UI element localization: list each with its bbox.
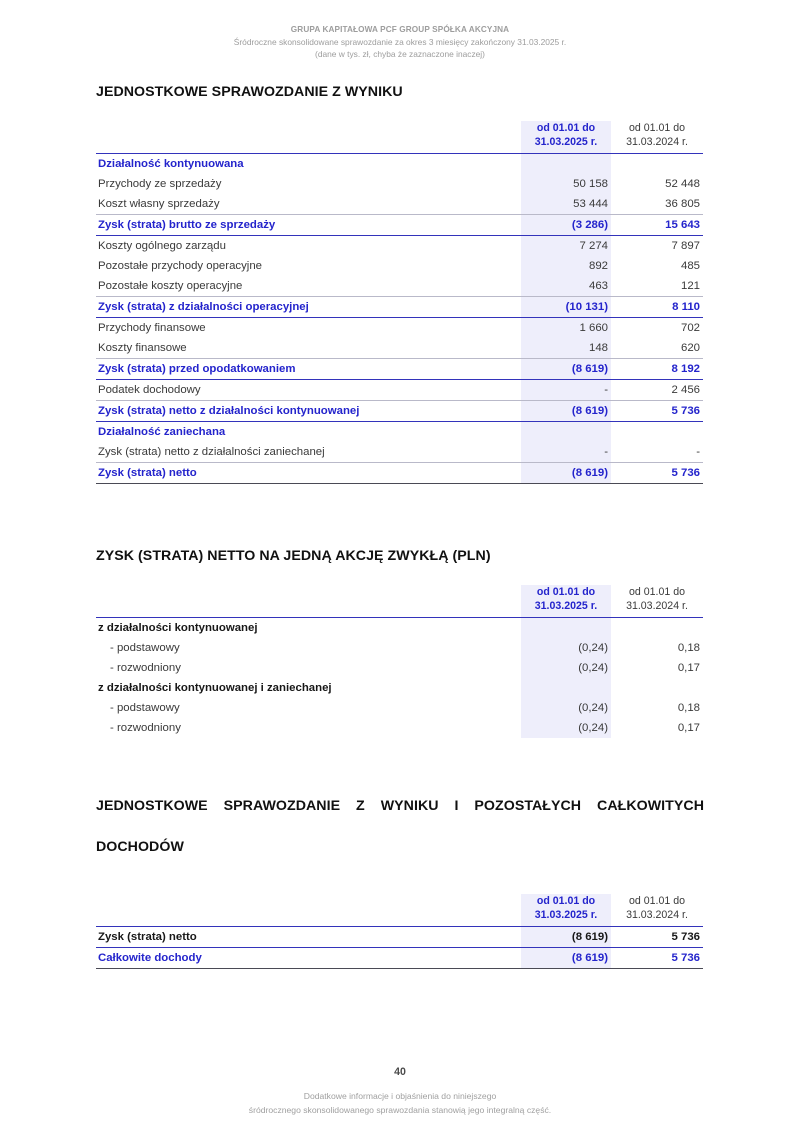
row-value-previous: 7 897 (671, 240, 700, 253)
header-blank-cell (96, 585, 521, 618)
header-blank-cell (96, 894, 521, 927)
comprehensive-income-header (96, 894, 703, 927)
row-label: - rozwodniony (110, 721, 181, 734)
comprehensive-income-body (96, 926, 703, 968)
row-value-previous: 52 448 (665, 178, 700, 191)
header-blank-cell (96, 121, 521, 154)
header-current-line1: od 01.01 do (536, 585, 596, 598)
header-previous-period (611, 585, 703, 618)
row-label: - podstawowy (110, 701, 180, 714)
income-statement-table (96, 121, 703, 484)
row-label: Zysk (strata) netto (96, 463, 521, 484)
header-current-line2: 31.03.2025 r. (534, 136, 598, 149)
row-label: Działalność zaniechana (98, 426, 226, 439)
section2-title: ZYSK (STRATA) NETTO NA JEDNĄ AKCJĘ ZWYKŁĄ (PLN) (96, 548, 491, 565)
row-value-current: (0,24) (521, 638, 611, 658)
table-row (96, 276, 703, 297)
table-row (96, 658, 703, 678)
company-name: GRUPA KAPITAŁOWA PCF GROUP SPÓŁKA AKCYJNA (290, 25, 510, 34)
row-value-previous (611, 678, 703, 698)
row-label: Pozostałe przychody operacyjne (98, 260, 262, 273)
table-row (96, 215, 703, 236)
row-value-previous: 620 (611, 338, 703, 359)
row-label: z działalności kontynuowanej (96, 617, 521, 638)
row-value-current: (8 619) (521, 947, 611, 968)
row-value-current: (0,24) (521, 698, 611, 718)
table-row (96, 154, 703, 175)
table-row (96, 359, 703, 380)
row-value-current (521, 154, 611, 175)
row-label: Podatek dochodowy (96, 380, 521, 401)
row-label: - rozwodniony (110, 661, 181, 674)
table-row (96, 401, 703, 422)
document-running-header (0, 0, 800, 60)
row-value-current: 50 158 (521, 174, 611, 194)
row-value-current: 148 (521, 338, 611, 359)
table-row (96, 236, 703, 257)
eps-table (96, 585, 703, 738)
row-label: - podstawowy (110, 641, 180, 654)
row-value-current: (10 131) (521, 297, 611, 318)
row-value-previous: 36 805 (611, 194, 703, 215)
row-value-previous: 5 736 (611, 401, 703, 422)
table-row (96, 617, 703, 638)
comprehensive-income-table (96, 894, 703, 969)
table-row (96, 698, 703, 718)
row-label: Przychody ze sprzedaży (98, 178, 222, 191)
row-label: Całkowite dochody (96, 947, 521, 968)
row-value-current: (3 286) (521, 215, 611, 236)
header-previous-line2: 31.03.2024 r. (626, 136, 688, 149)
row-value-previous: 702 (680, 322, 700, 335)
section3-title (96, 796, 704, 858)
row-value-current: (8 619) (521, 401, 611, 422)
row-value-current: (0,24) (521, 658, 611, 678)
row-value-previous (611, 154, 703, 175)
row-value-previous: 5 736 (611, 463, 703, 484)
row-value-previous: 5 736 (611, 926, 703, 947)
table-row (96, 256, 703, 276)
header-previous-line2: 31.03.2024 r. (626, 600, 688, 613)
section1-title: JEDNOSTKOWE SPRAWOZDANIE Z WYNIKU (96, 84, 403, 101)
row-value-current: 7 274 (521, 236, 611, 257)
row-value-previous: 485 (680, 260, 700, 273)
page-number: 40 (394, 1066, 406, 1079)
header-previous-period (611, 121, 703, 154)
header-previous-line2: 31.03.2024 r. (626, 909, 688, 922)
table-row (96, 297, 703, 318)
row-label: Zysk (strata) z działalności operacyjnej (96, 297, 521, 318)
row-label: Zysk (strata) netto z działalności kontynuowanej (96, 401, 521, 422)
eps-body (96, 617, 703, 738)
section3-title-line2: DOCHODÓW (96, 839, 184, 856)
header-previous-period (611, 894, 703, 927)
header-current-period (521, 121, 611, 154)
table-row (96, 678, 703, 698)
footer-note-line1: Dodatkowe informacje i objaśnienia do niniejszego (303, 1091, 497, 1102)
row-value-current (521, 617, 611, 638)
report-units-note: (dane w tys. zł, chyba że zaznaczone inaczej) (315, 49, 485, 60)
row-label: Zysk (strata) przed opodatkowaniem (96, 359, 521, 380)
row-label: Koszt własny sprzedaży (96, 194, 521, 215)
row-value-previous: 0,18 (677, 701, 700, 714)
row-label: Zysk (strata) netto (96, 926, 521, 947)
income-statement-header (96, 121, 703, 154)
row-label: z działalności kontynuowanej i zaniechanej (98, 681, 332, 694)
row-value-current: 1 660 (521, 318, 611, 339)
row-value-previous: 0,17 (677, 721, 700, 734)
table-row (96, 463, 703, 484)
table-row (96, 638, 703, 658)
header-current-period (521, 585, 611, 618)
table-row (96, 947, 703, 968)
income-statement-body (96, 154, 703, 484)
row-value-previous: 8 110 (611, 297, 703, 318)
table-row (96, 174, 703, 194)
row-value-current: - (521, 380, 611, 401)
row-label: Zysk (strata) brutto ze sprzedaży (96, 215, 521, 236)
header-current-line1: od 01.01 do (536, 894, 596, 907)
header-current-line2: 31.03.2025 r. (534, 909, 598, 922)
row-label: Koszty ogólnego zarządu (98, 240, 226, 253)
row-value-previous (611, 617, 703, 638)
row-value-previous: 8 192 (611, 359, 703, 380)
header-previous-line1: od 01.01 do (629, 894, 685, 907)
table-row (96, 718, 703, 738)
row-value-current: 53 444 (521, 194, 611, 215)
row-value-current: 892 (521, 256, 611, 276)
row-label: Przychody finansowe (98, 322, 206, 335)
row-value-current: (8 619) (521, 463, 611, 484)
document-footer (0, 1066, 800, 1117)
table-row (96, 338, 703, 359)
row-value-current: - (521, 442, 611, 463)
report-subtitle: Śródroczne skonsolidowane sprawozdanie za okres 3 miesięcy zakończony 31.03.2025 r. (233, 36, 567, 47)
table-row (96, 318, 703, 339)
table-row (96, 380, 703, 401)
row-label: Zysk (strata) netto z działalności zaniechanej (96, 442, 521, 463)
row-value-previous: 2 456 (611, 380, 703, 401)
row-value-previous: 121 (611, 276, 703, 297)
row-value-previous: - (611, 442, 703, 463)
row-value-current (521, 678, 611, 698)
table-row (96, 442, 703, 463)
row-value-current: (0,24) (521, 718, 611, 738)
row-label: Pozostałe koszty operacyjne (96, 276, 521, 297)
footer-note-line2: śródrocznego skonsolidowanego sprawozdania stanowią jego integralną część. (248, 1104, 552, 1115)
table-row (96, 926, 703, 947)
row-label: Koszty finansowe (96, 338, 521, 359)
row-value-previous: 0,18 (677, 641, 700, 654)
row-label: Działalność kontynuowana (96, 154, 521, 175)
row-value-previous: 5 736 (611, 947, 703, 968)
row-value-previous: 15 643 (611, 215, 703, 236)
eps-header (96, 585, 703, 618)
header-current-line2: 31.03.2025 r. (534, 600, 598, 613)
header-previous-line1: od 01.01 do (629, 585, 685, 598)
table-row (96, 194, 703, 215)
header-previous-line1: od 01.01 do (629, 121, 685, 134)
table-row (96, 422, 703, 443)
row-value-previous (611, 422, 703, 443)
header-current-period (521, 894, 611, 927)
section3-title-line1: JEDNOSTKOWE SPRAWOZDANIE Z WYNIKU I POZOSTAŁYCH CAŁKOWITYCH (96, 797, 704, 814)
row-value-current (521, 422, 611, 443)
header-current-line1: od 01.01 do (536, 121, 596, 134)
row-value-current: (8 619) (521, 926, 611, 947)
row-value-current: 463 (521, 276, 611, 297)
row-value-current: (8 619) (521, 359, 611, 380)
row-value-previous: 0,17 (677, 661, 700, 674)
